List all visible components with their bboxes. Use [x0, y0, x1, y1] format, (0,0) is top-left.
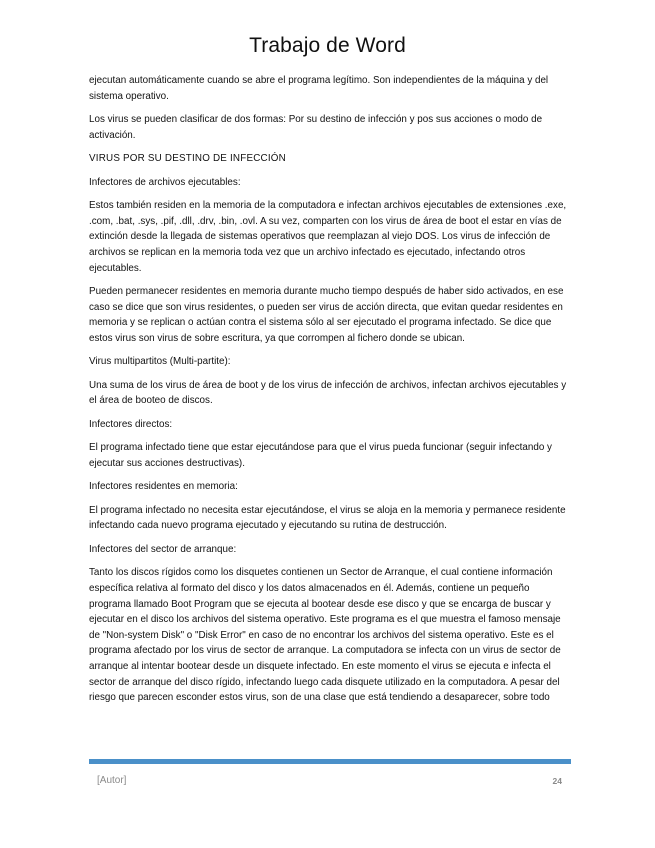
paragraph: El programa infectado tiene que estar ejecutándose para que el virus pueda funcionar (seguir infectando y ejecutar sus acciones destructivas).: [89, 442, 552, 469]
subheading: Virus multipartitos (Multi-partite):: [89, 356, 231, 368]
section-heading: VIRUS POR SU DESTINO DE INFECCIÓN: [89, 153, 286, 165]
page-header-title: Trabajo de Word: [249, 34, 406, 57]
paragraph: El programa infectado no necesita estar ejecutándose, el virus se aloja en la memoria y permanece residente infectando cada nuevo programa ejecutado y ejecutando su rutina de destrucción.: [89, 504, 566, 532]
paragraph: Estos también residen en la memoria de la computadora e infectan archivos ejecutables de extensiones .exe, .com, .bat, .sys, .pif, .dll, .drv, .bin, .ovl. A su vez, comparten con los virus de área de boot el estar en vías de extinción desde la llegada de sistemas operativos que reemplazan al viejo DOS. Los virus de infección de archivos se replican en la memoria toda vez que un archivo infectado es ejecutado, infectando otros ejecutables.: [89, 200, 567, 274]
page-number: 24: [552, 776, 562, 786]
document-body: [89, 73, 571, 714]
paragraph: Pueden permanecer residentes en memoria durante mucho tiempo después de haber sido activados, en ese caso se dice que son virus residentes, o pueden ser virus de acción directa, que evitan quedar residentes en memoria y se replican o actúan contra el sistema sólo al ser ejecutado el programa infectado. Se dice que estos virus son virus de sobre escritura, ya que corrompen al fichero donde se ubican.: [89, 285, 564, 344]
subheading: Infectores del sector de arranque:: [89, 543, 237, 555]
paragraph: Una suma de los virus de área de boot y de los virus de infección de archivos, infectan archivos ejecutables y el área de booteo de discos.: [89, 379, 567, 407]
paragraph: Tanto los discos rígidos como los disquetes contienen un Sector de Arranque, el cual contiene información específica relativa al formato del disco y los datos almacenados en él. Además, contiene un pequeño programa llamado Boot Program que se ejecuta al bootear desde ese disco y que se encarga de buscar y ejecutar en el disco los archivos del sistema operativo. Este programa es el que muestra el famoso mensaje de "Non-system Disk" o "Disk Error" en caso de no encontrar los archivos del sistema operativo. Este es el programa afectado por los virus de sector de arranque. La computadora se infecta con un virus de sector de arranque al intentar bootear desde un disquete infectado. En este momento el virus se ejecuta e infecta el sector de arranque del disco rígido, infectando luego cada disquete utilizado en la computadora. A pesar del riesgo que parecen esconder estos virus, son de una clase que está tendiendo a desaparecer, sobre todo: [89, 567, 561, 704]
paragraph: Los virus se pueden clasificar de dos formas: Por su destino de infección y pos sus acciones o modo de activación.: [89, 114, 543, 141]
footer-rule: [89, 759, 571, 764]
paragraph: ejecutan automáticamente cuando se abre el programa legítimo. Son independientes de la máquina y del sistema operativo.: [89, 75, 549, 102]
footer-author: [Autor]: [97, 775, 127, 786]
subheading: Infectores directos:: [89, 418, 173, 430]
subheading: Infectores residentes en memoria:: [89, 481, 238, 493]
subheading: Infectores de archivos ejecutables:: [89, 176, 241, 188]
